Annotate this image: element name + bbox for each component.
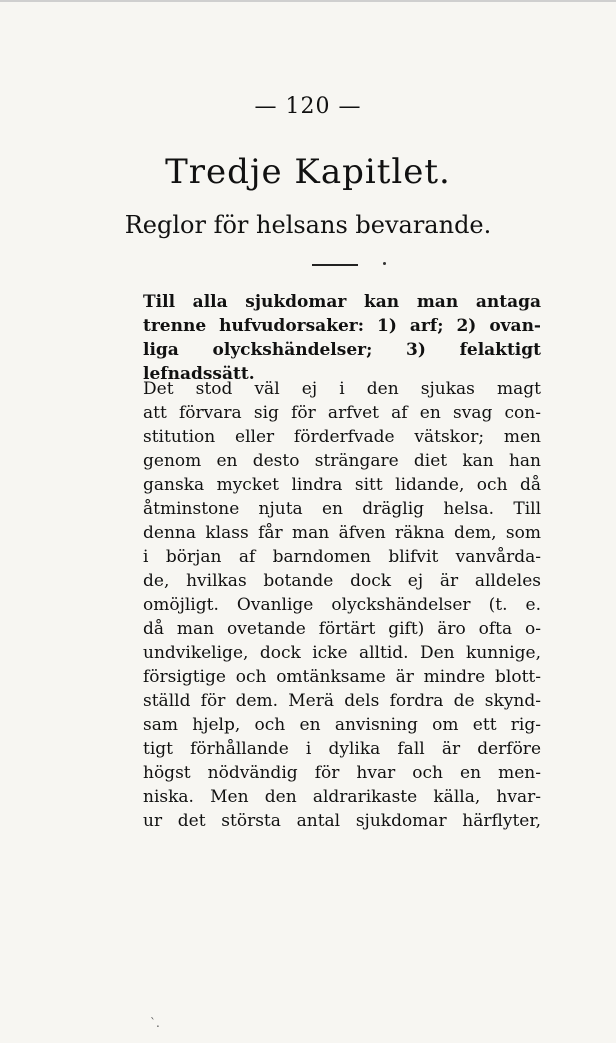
- text-line: högst nödvändig för hvar och en men-: [143, 763, 541, 783]
- text-line: i början af barndomen blifvit vanvårda-: [143, 547, 541, 567]
- separator-rule: [312, 264, 358, 266]
- text-line: försigtige och omtänksame är mindre blott-: [143, 667, 541, 687]
- stray-mark: `.: [150, 1016, 160, 1030]
- text-line: sam hjelp, och en anvisning om ett rig-: [143, 715, 541, 735]
- text-line: trenne hufvudorsaker: 1) arf; 2) ovan-: [143, 316, 541, 336]
- text-line: lefnadssätt.: [143, 364, 255, 384]
- paragraph-2: [143, 377, 541, 833]
- chapter-title: Tredje Kapitlet.: [165, 152, 451, 192]
- text-line: niska. Men den aldrarikaste källa, hvar-: [143, 787, 541, 807]
- text-line: då man ovetande förtärt gift) äro ofta o-: [143, 619, 541, 639]
- text-line: ställd för dem. Merä dels fordra de skynd-: [143, 691, 541, 711]
- text-line: ganska mycket lindra sitt lidande, och då: [143, 475, 541, 495]
- text-line: Det stod väl ej i den sjukas magt: [143, 379, 541, 399]
- text-line: ur det största antal sjukdomar härflyter,: [143, 811, 541, 831]
- text-line: stitution eller förderfvade vätskor; men: [143, 427, 541, 447]
- text-line: genom en desto strängare diet kan han: [143, 451, 541, 471]
- text-line: undvikelige, dock icke alltid. Den kunnige,: [143, 643, 541, 663]
- text-line: åtminstone njuta en dräglig helsa. Till: [143, 499, 541, 519]
- text-line: liga olyckshändelser; 3) felaktigt: [143, 340, 541, 360]
- section-title: Reglor för helsans bevarande.: [124, 211, 492, 239]
- text-line: Till alla sjukdomar kan man antaga: [143, 292, 541, 312]
- paragraph-1: [143, 290, 541, 386]
- text-line: att förvara sig för arfvet af en svag con-: [143, 403, 541, 423]
- text-line: denna klass får man äfven räkna dem, som: [143, 523, 541, 543]
- top-rule: [0, 0, 616, 2]
- text-line: tigt förhållande i dylika fall är derföre: [143, 739, 541, 759]
- separator-dot: [383, 262, 386, 265]
- text-line: omöjligt. Ovanlige olyckshändelser (t. e.: [143, 595, 541, 615]
- text-line: de, hvilkas botande dock ej är alldeles: [143, 571, 541, 591]
- page-number: — 120 —: [254, 94, 362, 119]
